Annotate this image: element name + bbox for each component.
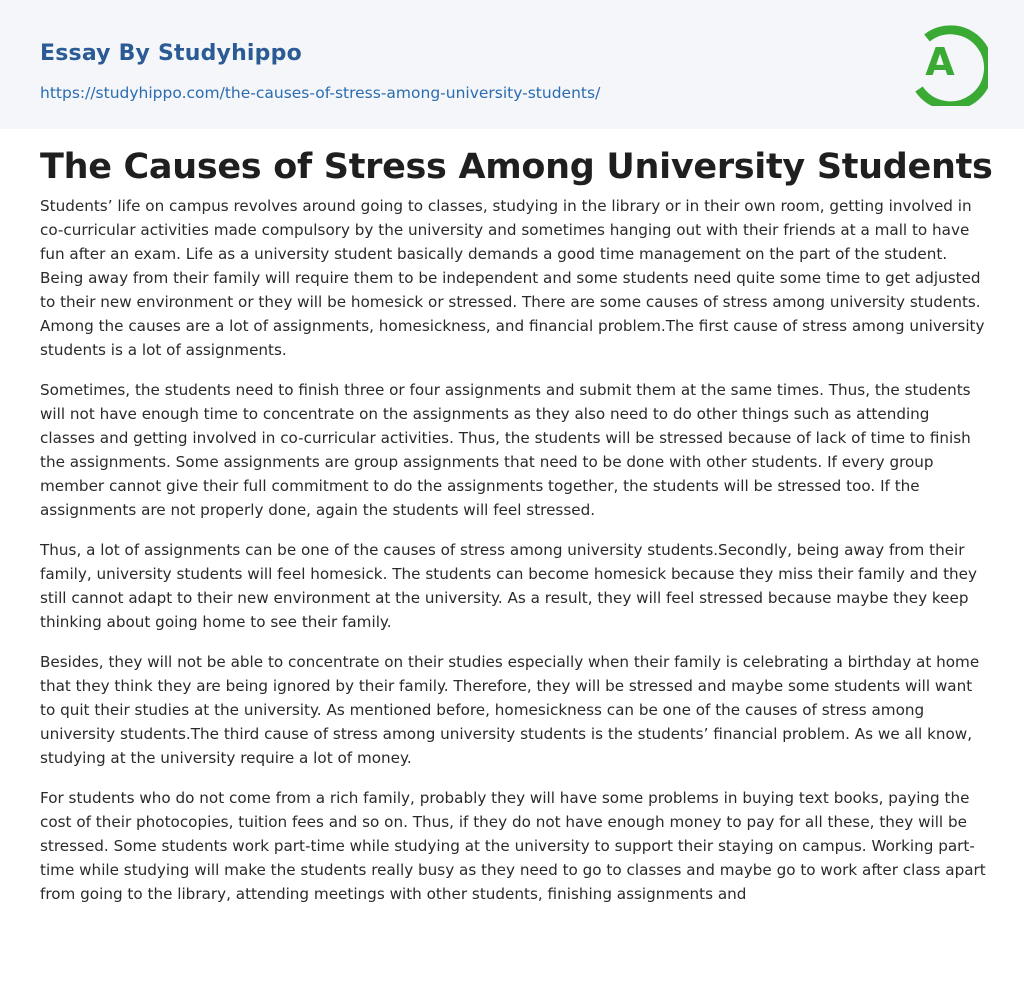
essay-paragraph: For students who do not come from a rich family, probably they will have some problems in buying text books, paying the cost of their photocopies, tuition fees and so on. Thus, if they do not have enough money to pay for all these, they will be stressed. Some students work part-time while studying at the university to support their staying on campus. Working part-time while studying will make the students really busy as they need to go to classes and maybe go to work after class apart from going to the library, attending meetings with other students, finishing assignments and [40, 789, 986, 903]
essay-paragraph: Sometimes, the students need to finish three or four assignments and submit them at the same times. Thus, the students will not have enough time to concentrate on the assignments as they also need to do other things such as attending classes and getting involved in co-curricular activities. Thus, the students will be stressed because of lack of time to finish the assignments. Some assignments are group assignments that need to be done with other students. If every group member cannot give their full commitment to do the assignments together, the students will be stressed too. If the assignments are not properly done, again the students will feel stressed. [40, 381, 971, 519]
essay-paragraph: Students’ life on campus revolves around going to classes, studying in the library or in their own room, getting involved in co-curricular activities made compulsory by the university and sometimes hanging out with their friends at a mall to have fun after an exam. Life as a university student basically demands a good time management on the part of the student. Being away from their family will require them to be independent and some students need quite some time to get adjusted to their new environment or they will be homesick or stressed. There are some causes of stress among university students. Among the causes are a lot of assignments, homesickness, and financial problem.The first cause of stress among university students is a lot of assignments. [40, 197, 985, 359]
page-title: The Causes of Stress Among University Students [40, 147, 993, 187]
essay-body [40, 194, 986, 922]
article-url-link[interactable]: https://studyhippo.com/the-causes-of-stress-among-university-students/ [40, 84, 601, 102]
site-header [0, 0, 1024, 129]
brand-title[interactable]: Essay By Studyhippo [40, 41, 302, 66]
essay-paragraph: Besides, they will not be able to concentrate on their studies especially when their family is celebrating a birthday at home that they think they are being ignored by their family. Therefore, they will be stressed and maybe some students will want to quit their studies at the university. As mentioned before, homesickness can be one of the causes of stress among university students.The third cause of stress among university students is the students’ financial problem. As we all know, studying at the university require a lot of money. [40, 653, 980, 767]
studyhippo-logo-icon[interactable] [910, 18, 988, 106]
logo-letter: A [925, 40, 955, 84]
essay-paragraph: Thus, a lot of assignments can be one of the causes of stress among university students.Secondly, being away from their family, university students will feel homesick. The students can become homesick because they miss their family and they still cannot adapt to their new environment at the university. As a result, they will feel stressed because maybe they keep thinking about going home to see their family. [40, 541, 977, 631]
